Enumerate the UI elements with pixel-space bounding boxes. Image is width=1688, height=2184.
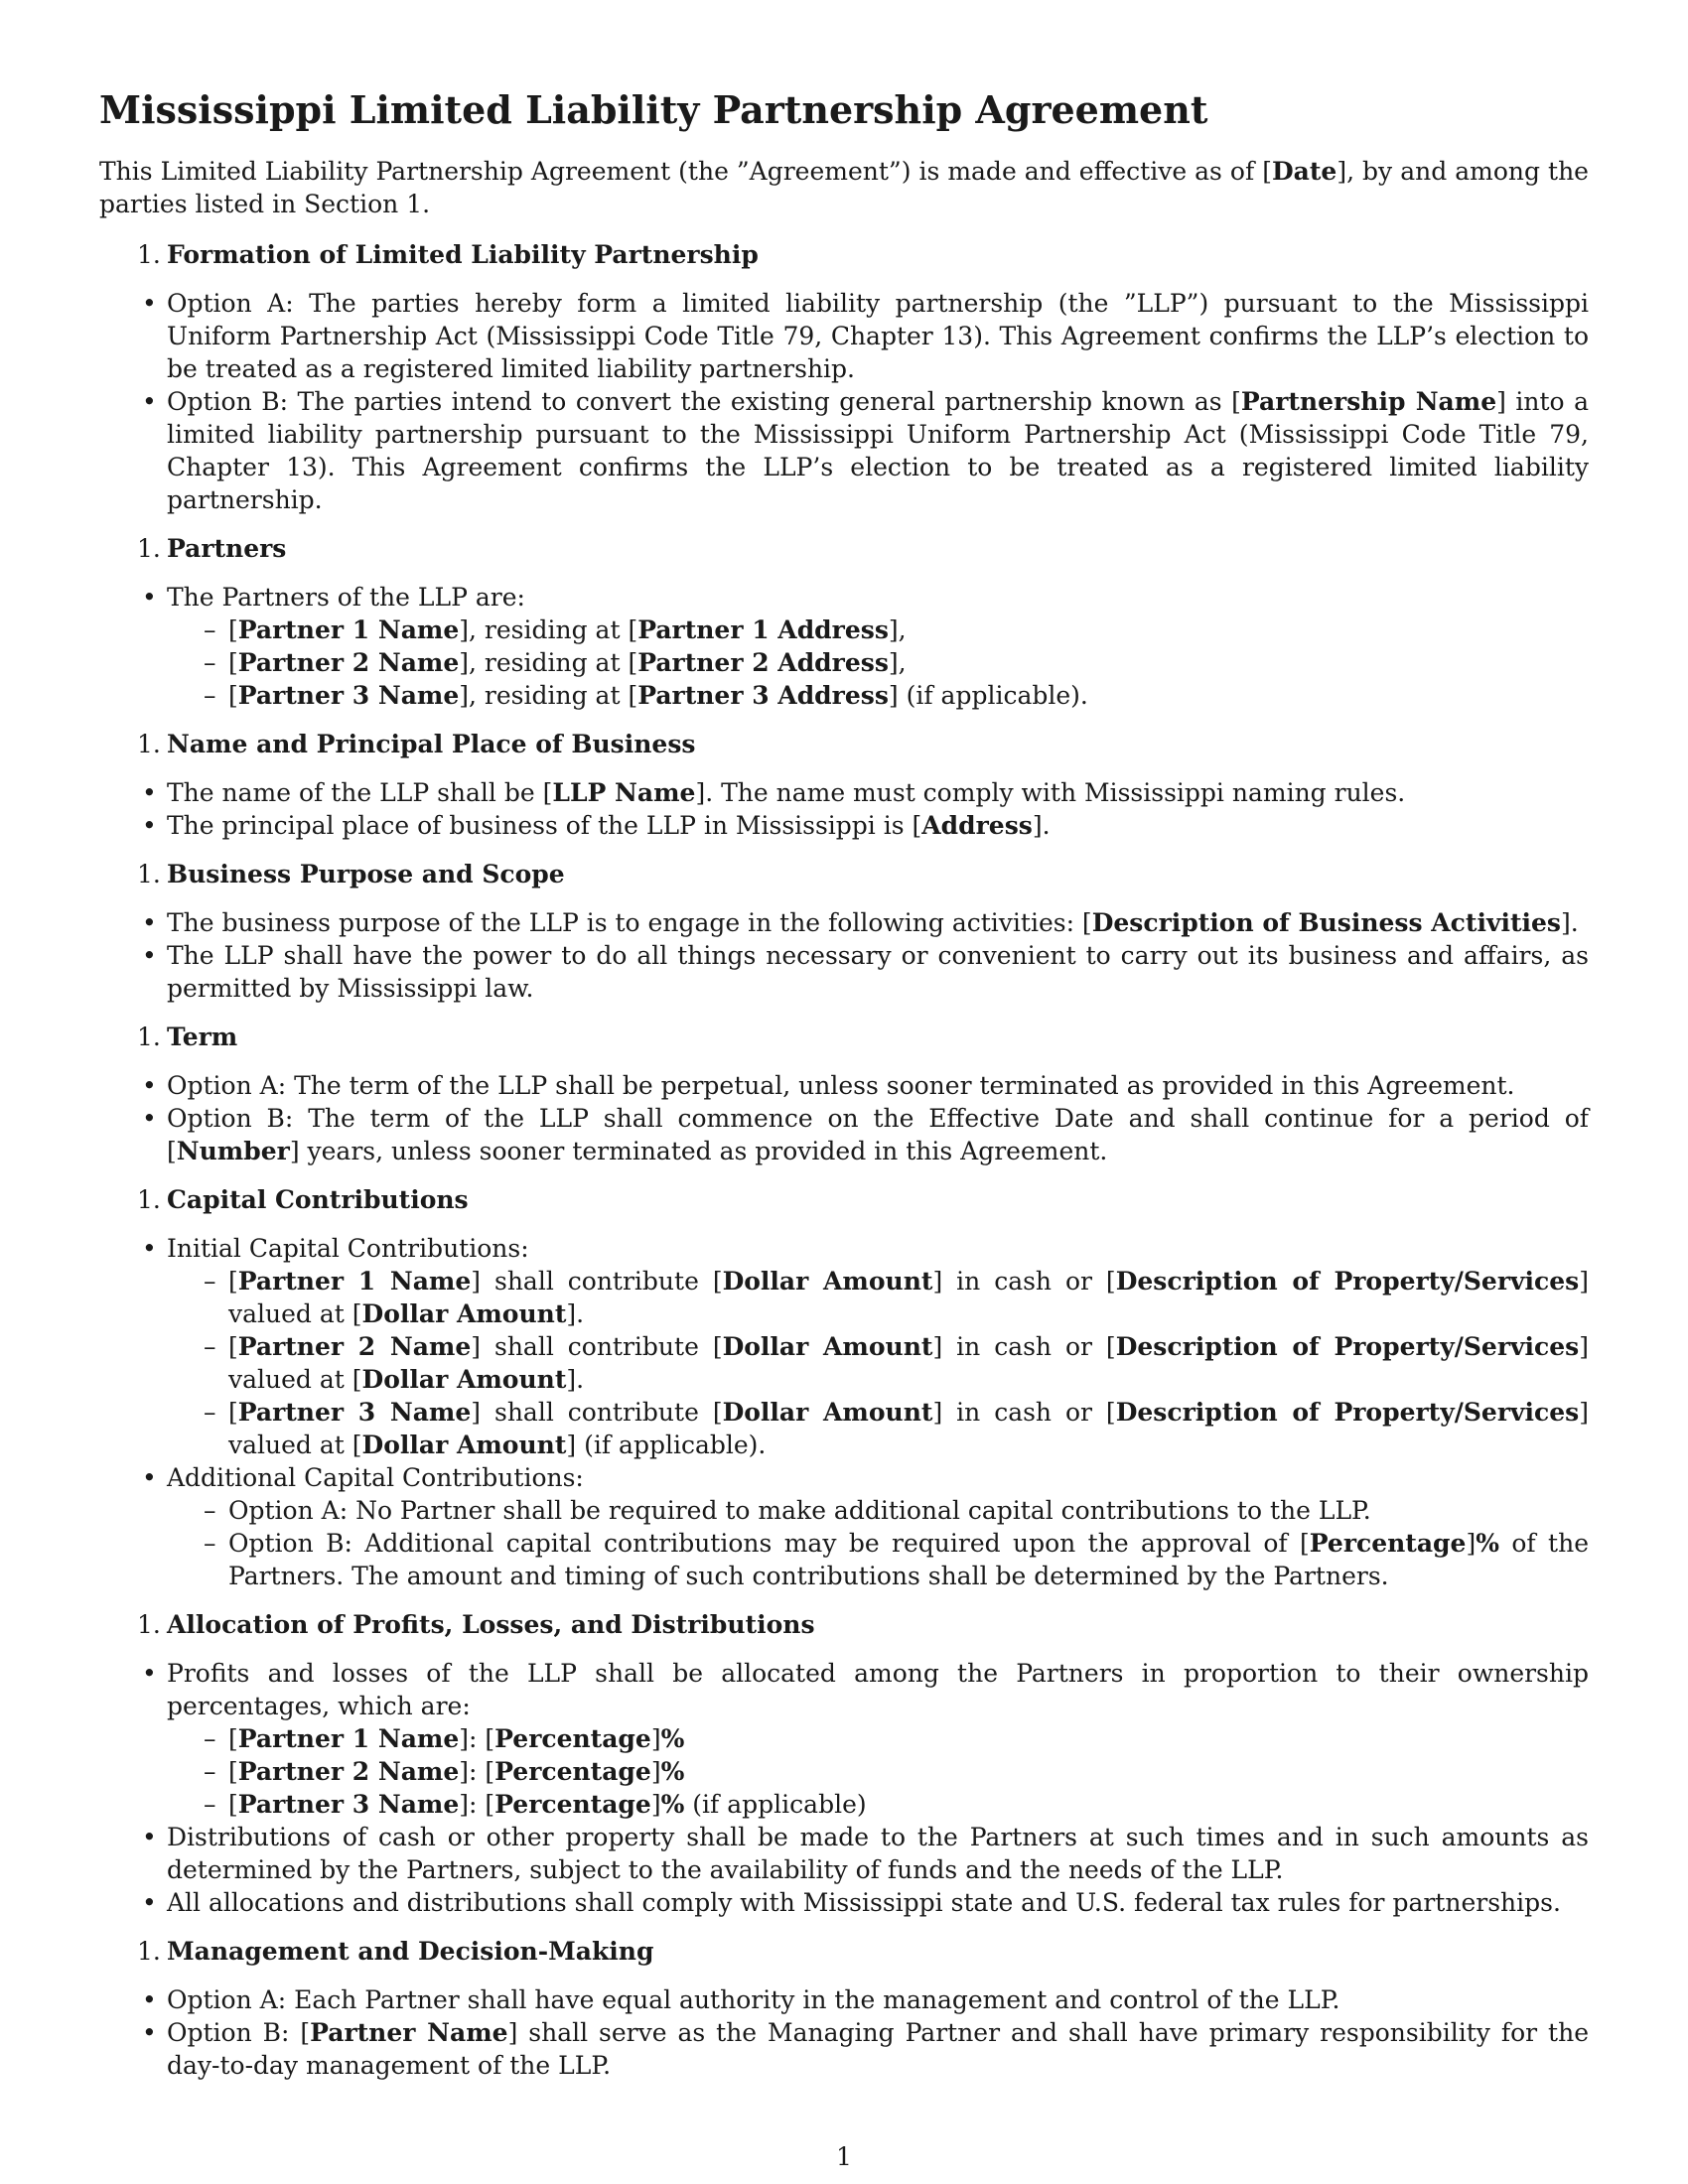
list-item: • Option B: [Partner Name] shall serve as the Managing Partner and shall have primary responsibility for the day-to-day management of the LLP. — [99, 2016, 1589, 2082]
section-heading: 1. Partners — [137, 534, 287, 563]
partner-row: – [Partner 2 Name], residing at [Partner 2 Address], — [167, 646, 1589, 679]
list-item: • The LLP shall have the power to do all things necessary or convenient to carry out its business and affairs, as permitted by Mississippi law. — [99, 939, 1589, 1005]
contribution-row: – [Partner 1 Name] shall contribute [Dollar Amount] in cash or [Description of Property/Services] valued at [Dollar Amount]. — [167, 1265, 1589, 1330]
contribution-row: – [Partner 2 Name] shall contribute [Dollar Amount] in cash or [Description of Property/Services] valued at [Dollar Amount]. — [167, 1330, 1589, 1396]
section-partners — [99, 532, 1589, 712]
partner-row: – [Partner 3 Name], residing at [Partner 3 Address] (if applicable). — [167, 679, 1589, 712]
section-heading: 1. Capital Contributions — [137, 1185, 469, 1214]
option-row: – Option A: No Partner shall be required to make additional capital contributions to the LLP. — [167, 1494, 1589, 1527]
placeholder-date: Date — [1271, 157, 1337, 186]
list-item: • The Partners of the LLP are: – [Partner 1 Name], residing at [Partner 1 Address], – [Partner 2 Name], residing at [Partner 2 Address], – [Partner 3 Name], residing at [Partner 3 Address] (if applicable). — [99, 581, 1589, 712]
section-term — [99, 1021, 1589, 1167]
intro-paragraph: This Limited Liability Partnership Agreement (the ”Agreement”) is made and effective as of [Date], by and among the parties listed in Section 1. — [99, 157, 1589, 218]
list-item: • The business purpose of the LLP is to engage in the following activities: [Description of Business Activities]. — [99, 906, 1589, 939]
page-number: 1 — [836, 2142, 852, 2171]
section-purpose — [99, 858, 1589, 1005]
share-row: – [Partner 2 Name]: [Percentage]% — [167, 1755, 1589, 1788]
list-item: • Option A: The parties hereby form a limited liability partnership (the ”LLP”) pursuant to the Mississippi Uniform Partnership Act (Mississippi Code Title 79, Chapter 13). This Agreement confirms the LLP’s election to be treated as a registered limited liability partnership. — [99, 287, 1589, 385]
partner-row: – [Partner 1 Name], residing at [Partner 1 Address], — [167, 614, 1589, 646]
section-heading: 1. Allocation of Profits, Losses, and Distributions — [137, 1610, 815, 1639]
section-name-place — [99, 728, 1589, 842]
section-capital — [99, 1183, 1589, 1592]
list-item: • Option A: The term of the LLP shall be perpetual, unless sooner terminated as provided in this Agreement. — [99, 1069, 1589, 1102]
list-item: • Option A: Each Partner shall have equal authority in the management and control of the LLP. — [99, 1983, 1589, 2016]
list-item: • The principal place of business of the LLP in Mississippi is [Address]. — [99, 809, 1589, 842]
section-management — [99, 1935, 1589, 2082]
section-heading: 1. Name and Principal Place of Business — [137, 730, 696, 758]
section-heading: 1. Management and Decision-Making — [137, 1937, 654, 1966]
document-page — [99, 87, 1589, 2098]
section-formation — [99, 238, 1589, 516]
list-item: • Distributions of cash or other property shall be made to the Partners at such times and in such amounts as determined by the Partners, subject to the availability of funds and the needs of the LLP. — [99, 1821, 1589, 1886]
section-allocation — [99, 1608, 1589, 1919]
list-item: • All allocations and distributions shall comply with Mississippi state and U.S. federal tax rules for partnerships. — [99, 1886, 1589, 1919]
section-heading: 1. Formation of Limited Liability Partnership — [137, 240, 759, 269]
section-heading: 1. Business Purpose and Scope — [137, 860, 565, 888]
share-row: – [Partner 3 Name]: [Percentage]% (if applicable) — [167, 1788, 1589, 1821]
document-title: Mississippi Limited Liability Partnership Agreement — [99, 87, 1208, 132]
list-item: • Initial Capital Contributions: – [Partner 1 Name] shall contribute [Dollar Amount] in cash or [Description of Property/Services] valued at [Dollar Amount]. – [Partner 2 Name] shall contribute [Dollar Amount] in cash or [Description of Property/Services] valued at [Dollar Amount]. – [Partner 3 Name] shall contribute [Dollar Amount] in cash or [Description of Property/Services] valued at [Dollar Amount] (if applicable). — [99, 1232, 1589, 1461]
list-item: • Option B: The parties intend to convert the existing general partnership known as [Partnership Name] into a limited liability partnership pursuant to the Mississippi Uniform Partnership Act (Mississippi Code Title 79, Chapter 13). This Agreement confirms the LLP’s election to be treated as a registered limited liability partnership. — [99, 385, 1589, 516]
list-item: • Option B: The term of the LLP shall commence on the Effective Date and shall continue for a period of [Number] years, unless sooner terminated as provided in this Agreement. — [99, 1102, 1589, 1167]
list-item: • Additional Capital Contributions: – Option A: No Partner shall be required to make additional capital contributions to the LLP. – Option B: Additional capital contributions may be required upon the approval of [Percentage]% of the Partners. The amount and timing of such contributions shall be determined by the Partners. — [99, 1461, 1589, 1592]
list-item: • Profits and losses of the LLP shall be allocated among the Partners in proportion to their ownership percentages, which are: – [Partner 1 Name]: [Percentage]% – [Partner 2 Name]: [Percentage]% – [Partner 3 Name]: [Percentage]% (if applicable) — [99, 1657, 1589, 1821]
contribution-row: – [Partner 3 Name] shall contribute [Dollar Amount] in cash or [Description of Property/Services] valued at [Dollar Amount] (if applicable). — [167, 1396, 1589, 1461]
option-row: – Option B: Additional capital contributions may be required upon the approval of [Percentage]% of the Partners. The amount and timing of such contributions shall be determined by the Partners. — [167, 1527, 1589, 1592]
section-heading: 1. Term — [137, 1023, 238, 1051]
share-row: – [Partner 1 Name]: [Percentage]% — [167, 1722, 1589, 1755]
list-item: • The name of the LLP shall be [LLP Name]. The name must comply with Mississippi naming rules. — [99, 776, 1589, 809]
